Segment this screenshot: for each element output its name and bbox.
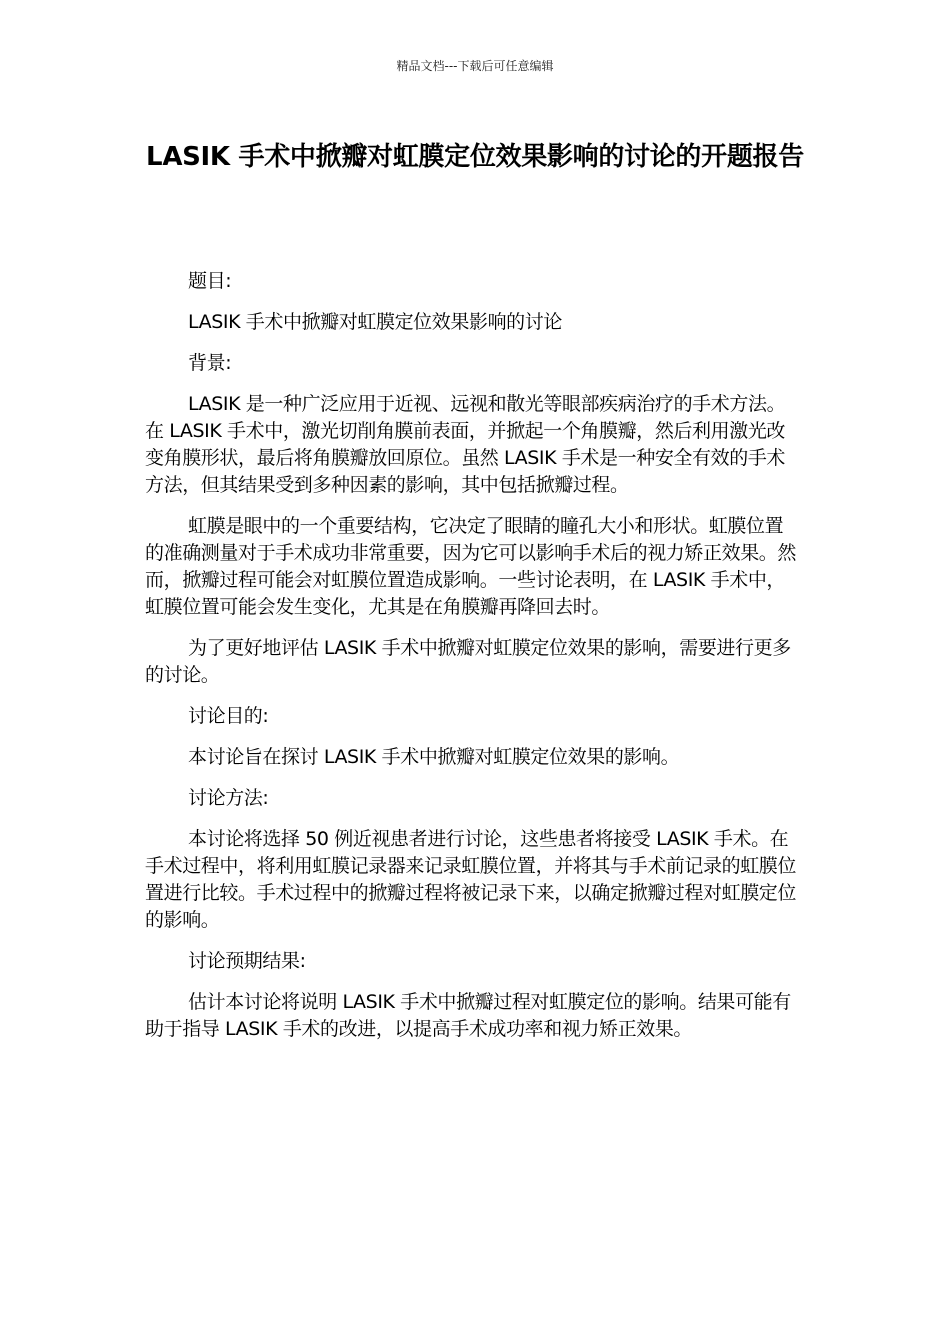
label-method: 讨论方法: xyxy=(188,787,269,809)
label-background: 背景: xyxy=(188,352,232,374)
topic-text: LASIK 手术中掀瓣对虹膜定位效果影响的讨论 xyxy=(188,311,562,333)
document-body xyxy=(145,268,797,1057)
document-title: LASIK 手术中掀瓣对虹膜定位效果影响的讨论的开题报告 xyxy=(146,142,804,172)
purpose-text: 本讨论旨在探讨 LASIK 手术中掀瓣对虹膜定位效果的影响。 xyxy=(188,746,680,768)
label-purpose: 讨论目的: xyxy=(188,705,269,727)
background-paragraph-3: 为了更好地评估 LASIK 手术中掀瓣对虹膜定位效果的影响，需要进行更多的讨论。 xyxy=(145,637,791,686)
expected-results-text: 估计本讨论将说明 LASIK 手术中掀瓣过程对虹膜定位的影响。结果可能有助于指导 LASIK 手术的改进，以提高手术成功率和视力矫正效果。 xyxy=(145,991,791,1040)
method-text: 本讨论将选择 50 例近视患者进行讨论，这些患者将接受 LASIK 手术。在手术过程中，将利用虹膜记录器来记录虹膜位置，并将其与手术前记录的虹膜位置进行比较。手术过程中的掀瓣过程将被记录下来，以确定掀瓣过程对虹膜定位的影响。 xyxy=(145,828,797,931)
header-note: 精品文档---下载后可任意编辑 xyxy=(396,59,554,73)
label-expected-results: 讨论预期结果: xyxy=(188,950,306,972)
label-topic: 题目: xyxy=(188,270,232,292)
background-paragraph-2: 虹膜是眼中的一个重要结构，它决定了眼睛的瞳孔大小和形状。虹膜位置的准确测量对于手术成功非常重要，因为它可以影响手术后的视力矫正效果。然而，掀瓣过程可能会对虹膜位置造成影响。一些讨论表明，在 LASIK 手术中，虹膜位置可能会发生变化，尤其是在角膜瓣再降回去时。 xyxy=(145,515,797,618)
background-paragraph-1: LASIK 是一种广泛应用于近视、远视和散光等眼部疾病治疗的手术方法。在 LASIK 手术中，激光切削角膜前表面，并掀起一个角膜瓣，然后利用激光改变角膜形状，最后将角膜瓣放回原位。虽然 LASIK 手术是一种安全有效的手术方法，但其结果受到多种因素的影响，其中包括掀瓣过程。 xyxy=(145,393,786,496)
